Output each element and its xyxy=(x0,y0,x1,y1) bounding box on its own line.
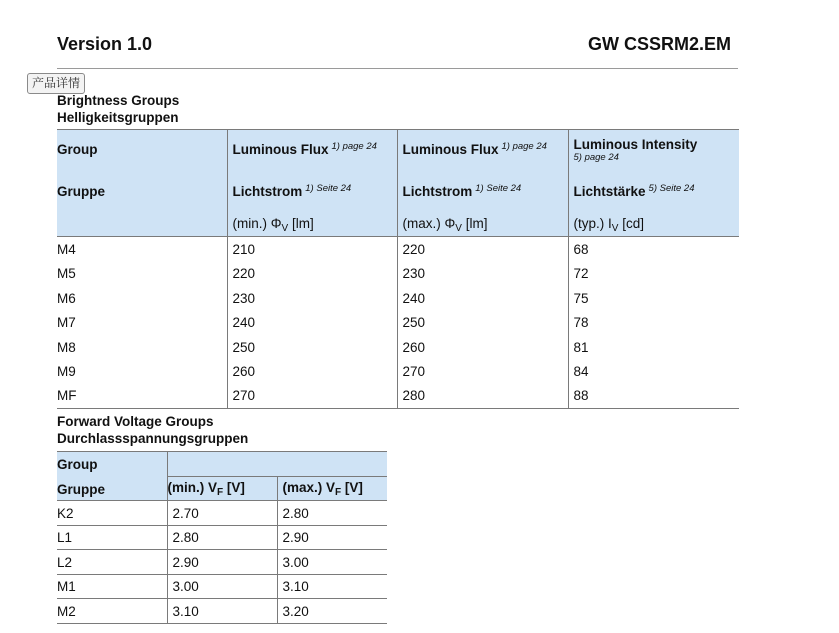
table-row: L2 2.90 3.00 xyxy=(57,550,387,575)
header-intensity-en: Luminous Intensity 5) page 24 xyxy=(568,130,739,170)
table-row: M9 260 270 84 xyxy=(57,360,739,384)
brightness-groups-table xyxy=(57,129,739,409)
table-row: M4 210 220 68 xyxy=(57,237,739,262)
table-row: M5 220 230 72 xyxy=(57,262,739,286)
header-flux-min-en: Luminous Flux $^{1) page 24}$ xyxy=(227,130,397,170)
brightness-title-de: Helligkeitsgruppen xyxy=(57,110,179,125)
header-flux-max-en: Luminous Flux $^{1) page 24}$ xyxy=(397,130,568,170)
part-number: GW CSSRM2.EM xyxy=(588,34,732,54)
header-vf-min: (min.) $V_F$ [V] xyxy=(167,477,277,501)
table-row: K2 2.70 2.80 xyxy=(57,501,387,526)
document-version: Version 1.0 xyxy=(57,34,153,54)
voltage-title-en: Forward Voltage Groups xyxy=(57,414,214,429)
brightness-header-de-row xyxy=(57,170,739,214)
header-intensity-de: Lichtstärke $^{5) Seite 24}$ xyxy=(568,170,739,214)
brightness-title-en: Brightness Groups xyxy=(57,93,180,108)
table-row: M1 3.00 3.10 xyxy=(57,575,387,599)
unit-intensity: (typ.) $I_V$ [cd] xyxy=(568,214,739,237)
product-details-button[interactable]: 产品详情 xyxy=(27,73,85,94)
table-row: M6 230 240 75 xyxy=(57,286,739,311)
voltage-header-en-row xyxy=(57,452,387,477)
header-vf-max: (max.) $V_F$ [V] xyxy=(277,477,387,501)
header-flux-min-de: Lichtstrom $^{1) Seite 24}$ xyxy=(227,170,397,214)
table-row: M7 240 250 78 xyxy=(57,311,739,335)
table-row: M8 250 260 81 xyxy=(57,335,739,360)
voltage-header-group: Group Gruppe xyxy=(57,452,167,501)
brightness-units-row xyxy=(57,214,739,237)
voltage-title-de: Durchlassspannungsgruppen xyxy=(57,431,249,446)
unit-flux-min: (min.) $\Phi_V$ [lm] xyxy=(227,214,397,237)
header-group-de: Gruppe xyxy=(57,184,106,199)
unit-flux-max: (max.) $\Phi_V$ [lm] xyxy=(397,214,568,237)
header-flux-max-de: Lichtstrom $^{1) Seite 24}$ xyxy=(397,170,568,214)
table-row: M2 3.10 3.20 xyxy=(57,599,387,624)
table-row: MF 270 280 88 xyxy=(57,384,739,409)
header-group-en: Group xyxy=(57,130,227,170)
header-divider xyxy=(57,68,738,69)
table-row: L1 2.80 2.90 xyxy=(57,526,387,550)
forward-voltage-table xyxy=(57,451,387,624)
brightness-header-en-row xyxy=(57,130,739,170)
